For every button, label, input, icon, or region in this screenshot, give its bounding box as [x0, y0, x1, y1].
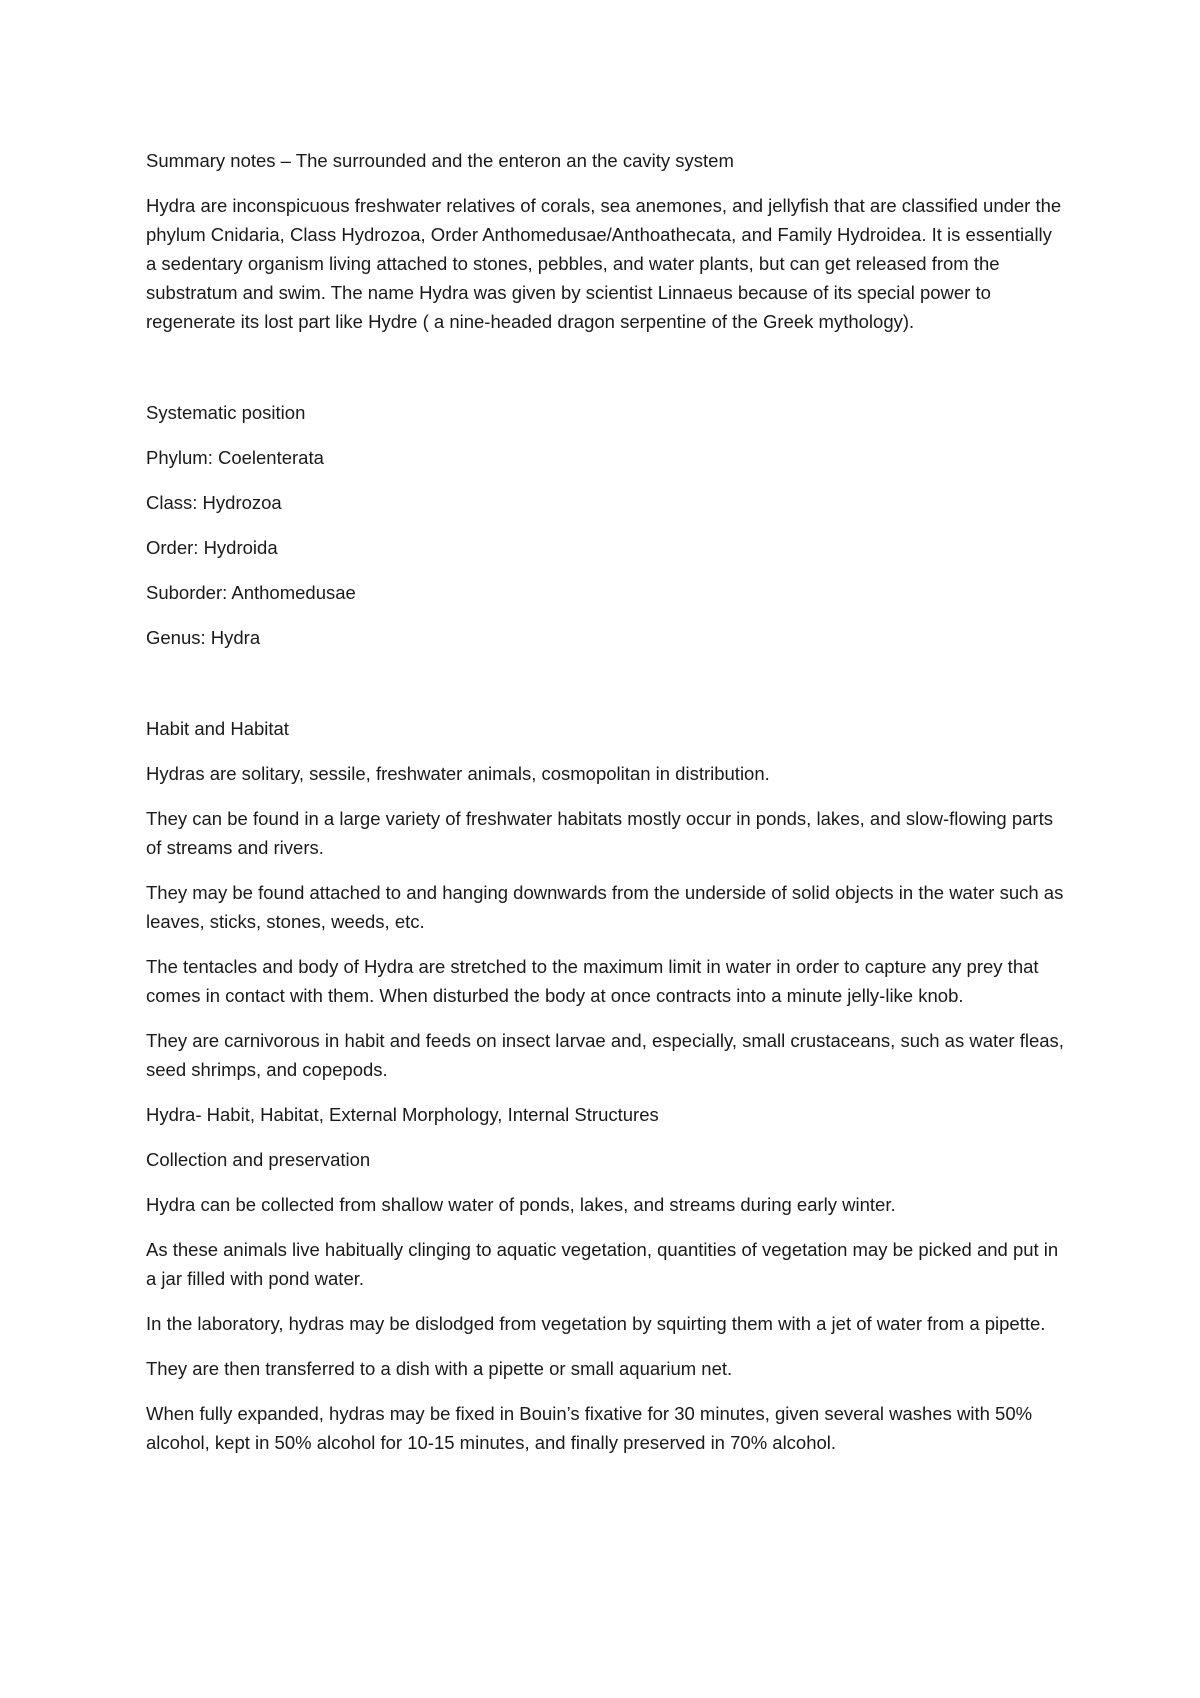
collection-heading: Collection and preservation: [146, 1149, 371, 1170]
section-gap: [146, 352, 1066, 398]
document-body: [146, 146, 1066, 1473]
collection-paragraph: When fully expanded, hydras may be fixed in Bouin’s fixative for 30 minutes, given several washes with 50% alcohol, kept in 50% alcohol for 10-15 minutes, and finally preserved in 70% alcohol.: [146, 1403, 1033, 1453]
section-gap: [146, 668, 1066, 714]
habit-paragraph: Hydra- Habit, Habitat, External Morphology, Internal Structures: [146, 1104, 659, 1125]
habit-paragraph: They may be found attached to and hanging downwards from the underside of solid objects in the water such as leaves, sticks, stones, weeds, etc.: [146, 882, 1064, 932]
systematic-heading: Systematic position: [146, 402, 306, 423]
systematic-item-class: Class: Hydrozoa: [146, 492, 282, 513]
habit-paragraph: They can be found in a large variety of freshwater habitats mostly occur in ponds, lakes, and slow-flowing parts of streams and rivers.: [146, 808, 1053, 858]
systematic-item-phylum: Phylum: Coelenterata: [146, 447, 324, 468]
systematic-item-genus: Genus: Hydra: [146, 627, 261, 648]
collection-paragraph: Hydra can be collected from shallow water of ponds, lakes, and streams during early winter.: [146, 1194, 896, 1215]
habit-paragraph: Hydras are solitary, sessile, freshwater animals, cosmopolitan in distribution.: [146, 763, 770, 784]
systematic-item-suborder: Suborder: Anthomedusae: [146, 582, 356, 603]
summary-title: Summary notes – The surrounded and the enteron an the cavity system: [146, 150, 734, 171]
collection-paragraph: As these animals live habitually clinging to aquatic vegetation, quantities of vegetation may be picked and put in a jar filled with pond water.: [146, 1239, 1059, 1289]
intro-paragraph: Hydra are inconspicuous freshwater relatives of corals, sea anemones, and jellyfish that are classified under the phylum Cnidaria, Class Hydrozoa, Order Anthomedusae/Anthoathecata, and Family Hydroidea. It is essentially a sedentary organism living attached to stones, pebbles, and water plants, but can get released from the substratum and swim. The name Hydra was given by scientist Linnaeus because of its special power to regenerate its lost part like Hydre ( a nine-headed dragon serpentine of the Greek mythology).: [146, 195, 1062, 332]
collection-paragraph: They are then transferred to a dish with a pipette or small aquarium net.: [146, 1358, 733, 1379]
systematic-item-order: Order: Hydroida: [146, 537, 278, 558]
collection-paragraph: In the laboratory, hydras may be dislodged from vegetation by squirting them with a jet of water from a pipette.: [146, 1313, 1046, 1334]
habit-heading: Habit and Habitat: [146, 718, 289, 739]
habit-paragraph: The tentacles and body of Hydra are stretched to the maximum limit in water in order to capture any prey that comes in contact with them. When disturbed the body at once contracts into a minute jelly-like knob.: [146, 956, 1039, 1006]
habit-paragraph: They are carnivorous in habit and feeds on insect larvae and, especially, small crustaceans, such as water fleas, seed shrimps, and copepods.: [146, 1030, 1064, 1080]
